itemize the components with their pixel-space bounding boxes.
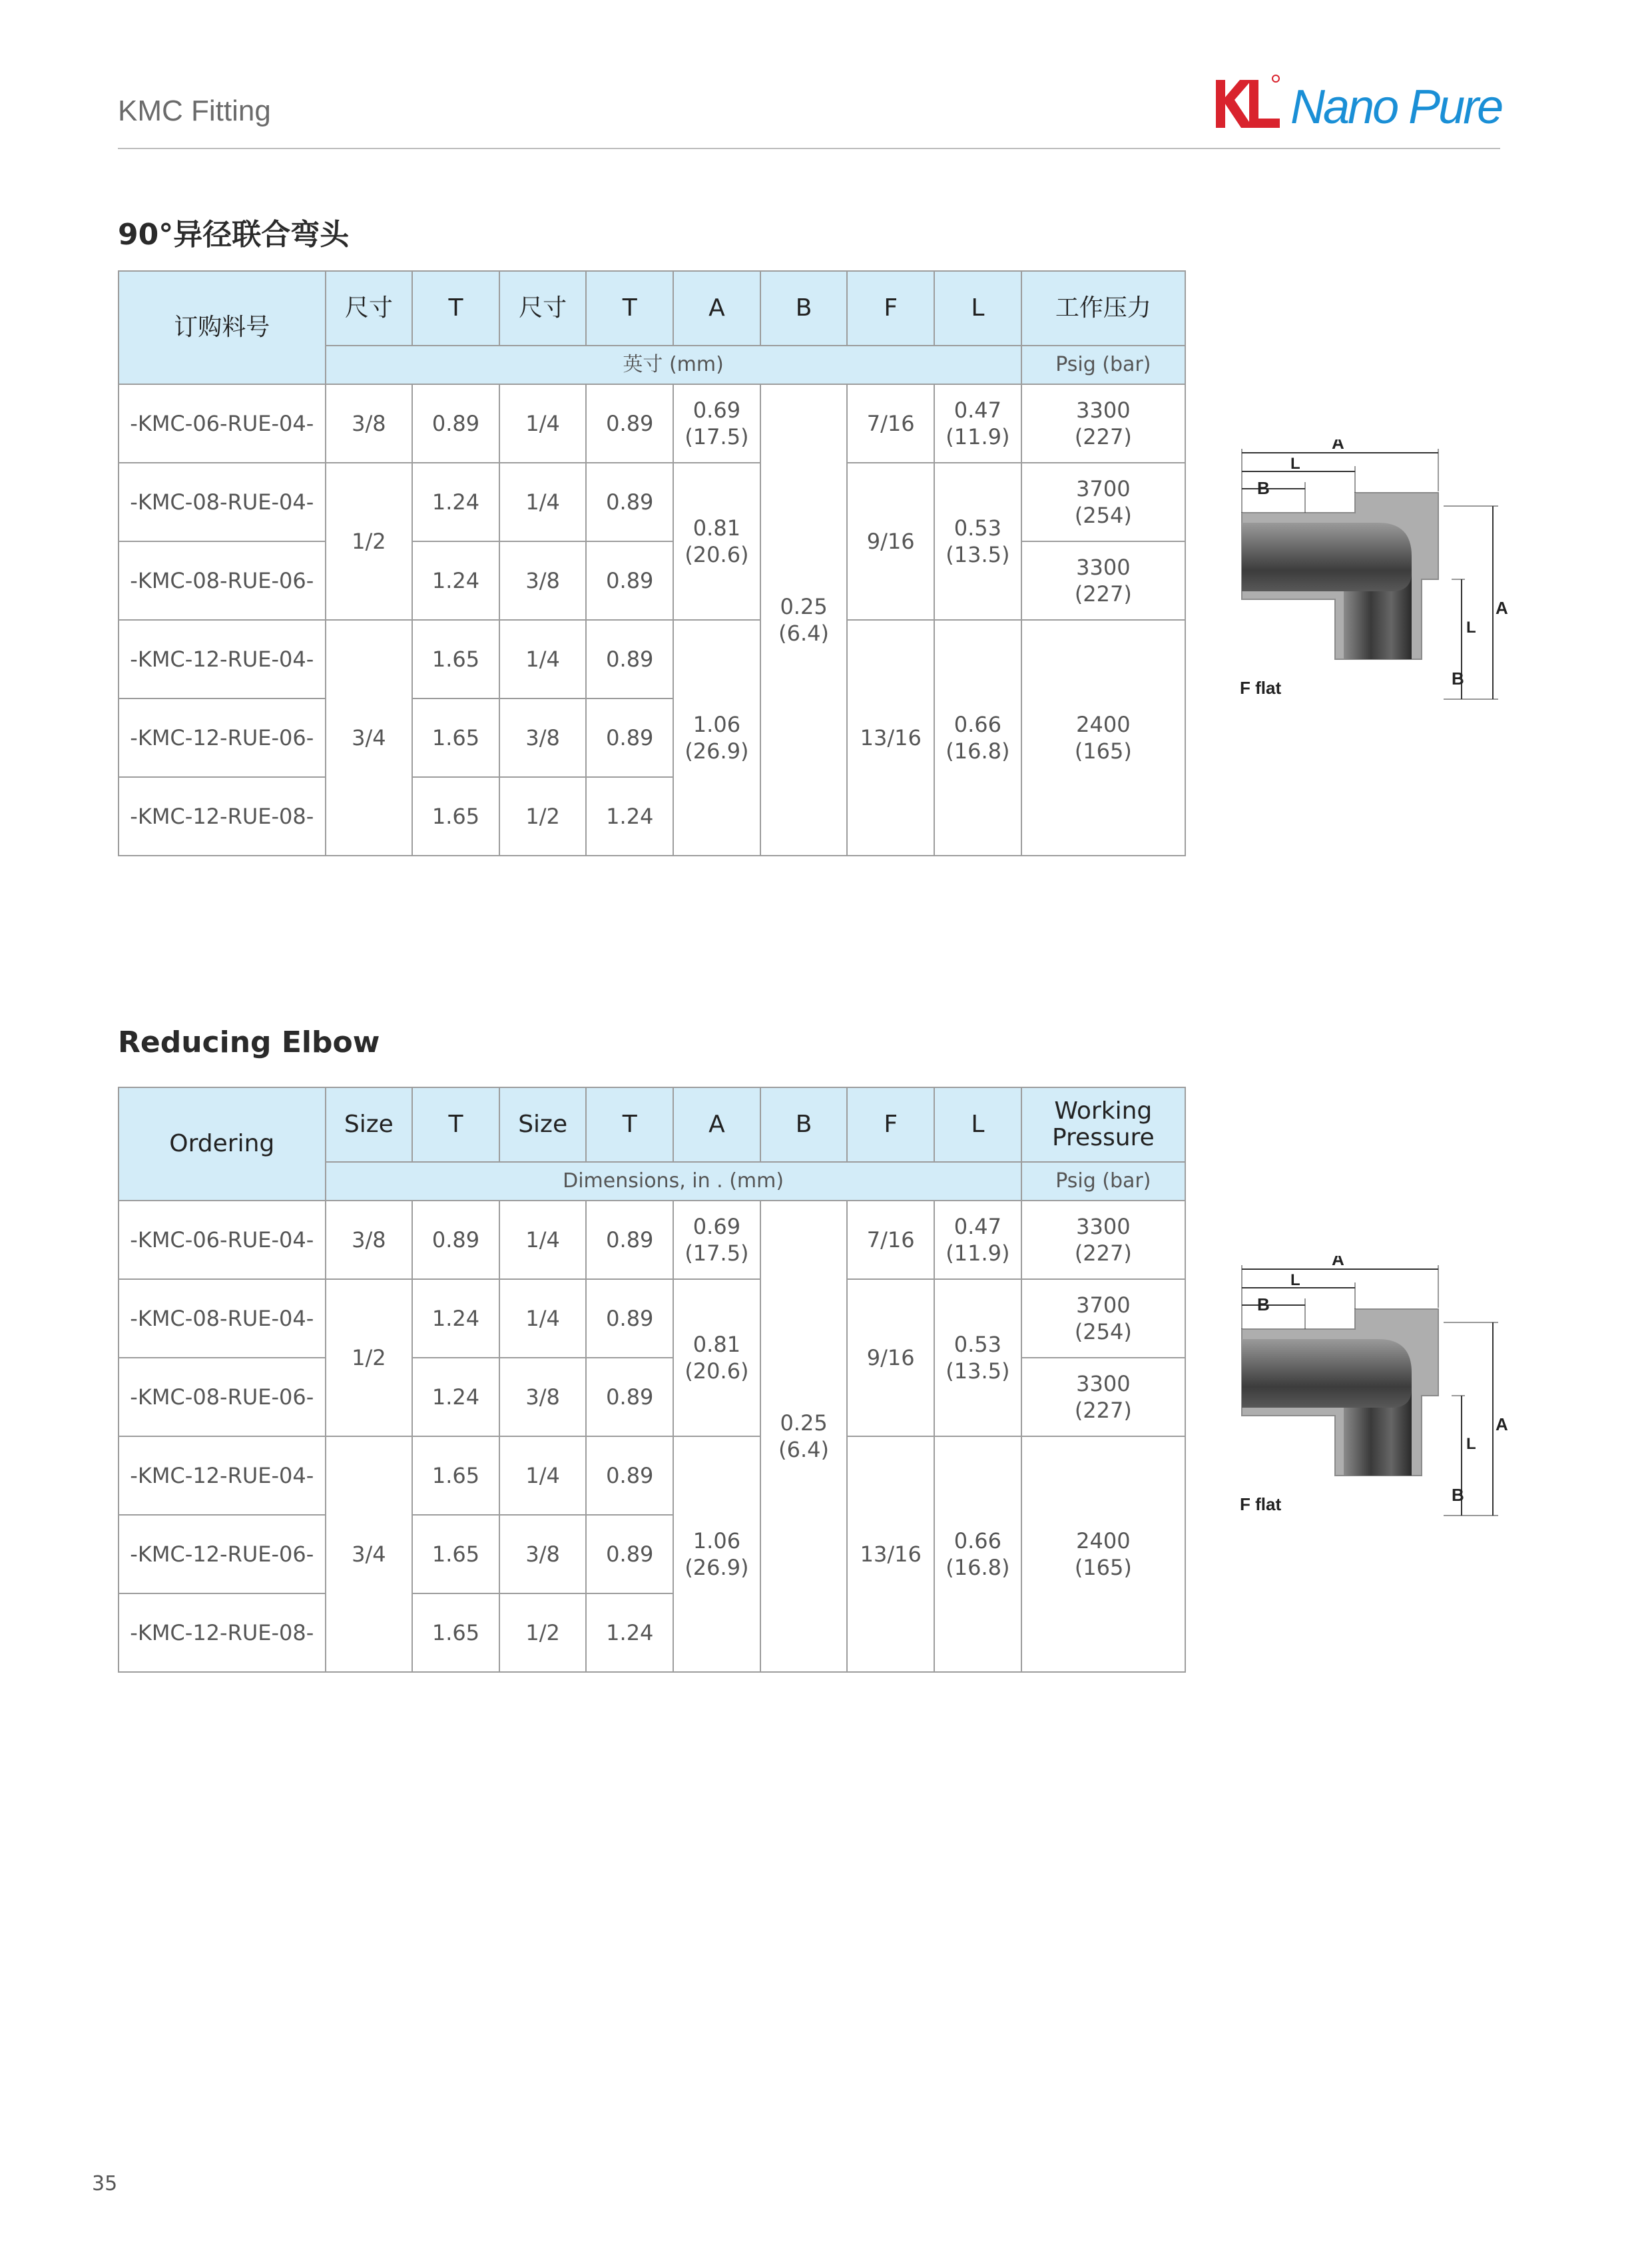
cell-t2: 0.89 [586, 620, 673, 699]
cell-ordering: -KMC-06-RUE-04- [119, 1201, 326, 1279]
cell-size2: 1/2 [499, 777, 587, 856]
cell-l-value: 0.53 [954, 1332, 1001, 1357]
cell-pressure [1021, 463, 1185, 541]
header-b: B [760, 271, 848, 346]
cell-pressure-bar: (227) [1074, 1398, 1132, 1423]
diagram-label-b-side: B [1452, 1485, 1464, 1505]
cell-pressure-value: 3300 [1076, 555, 1131, 580]
cell-size2: 3/8 [499, 699, 587, 777]
cell-ordering: -KMC-08-RUE-06- [119, 541, 326, 620]
cell-f: 9/16 [847, 463, 934, 620]
cell-l [934, 463, 1021, 620]
header-ordering: 订购料号 [119, 271, 326, 384]
cell-pressure [1021, 1358, 1185, 1436]
page-header-title: KMC Fitting [118, 95, 271, 127]
cell-a-mm: (17.5) [685, 424, 749, 449]
cell-l [934, 1201, 1021, 1279]
cell-ordering: -KMC-08-RUE-04- [119, 1279, 326, 1358]
cell-t1: 1.65 [412, 699, 499, 777]
header-pressure [1021, 1087, 1185, 1162]
cell-t1: 0.89 [412, 1201, 499, 1279]
header-pressure: 工作压力 [1021, 271, 1185, 346]
cell-size1: 1/2 [326, 1279, 413, 1436]
diagram-label-a-top: A [1332, 1256, 1344, 1269]
cell-f: 13/16 [847, 1436, 934, 1672]
cell-l-mm: (16.8) [946, 738, 1010, 764]
cell-pressure [1021, 1279, 1185, 1358]
diagram-label-b-top: B [1257, 1294, 1270, 1314]
cell-size2: 1/4 [499, 620, 587, 699]
cell-pressure-bar: (165) [1074, 1555, 1132, 1580]
cell-t1: 1.65 [412, 1436, 499, 1515]
elbow-dimension-diagram [1232, 439, 1512, 719]
header-size1: 尺寸 [326, 271, 413, 346]
header-dimensions-unit: 英寸 (mm) [326, 346, 1021, 384]
cell-t1: 1.65 [412, 777, 499, 856]
cell-a-value: 0.81 [692, 515, 741, 541]
cell-l-value: 0.53 [954, 515, 1001, 541]
cell-ordering: -KMC-08-RUE-04- [119, 463, 326, 541]
header-ordering: Ordering [119, 1087, 326, 1201]
cell-t2: 0.89 [586, 699, 673, 777]
header-pressure-unit: Psig (bar) [1021, 1162, 1185, 1201]
header-pressure-line1: Working [1054, 1097, 1153, 1125]
diagram-label-a-top: A [1332, 439, 1344, 453]
cell-pressure-value: 3300 [1076, 398, 1131, 423]
header-a: A [673, 1087, 760, 1162]
cell-a-mm: (20.6) [685, 1358, 749, 1384]
diagram-label-b-top: B [1257, 478, 1270, 498]
cell-pressure [1021, 541, 1185, 620]
cell-l-value: 0.66 [954, 1528, 1001, 1553]
cell-l-value: 0.66 [954, 712, 1001, 737]
cell-size1: 3/8 [326, 384, 413, 463]
cell-pressure [1021, 620, 1185, 856]
cell-a-value: 1.06 [692, 712, 741, 737]
cell-l-value: 0.47 [954, 1214, 1001, 1239]
header-t1: T [412, 1087, 499, 1162]
cell-ordering: -KMC-06-RUE-04- [119, 384, 326, 463]
cell-t2: 0.89 [586, 1279, 673, 1358]
cell-t2: 0.89 [586, 463, 673, 541]
cell-t1: 1.24 [412, 1279, 499, 1358]
page-number: 35 [92, 2172, 118, 2195]
kl-mark-icon [1211, 75, 1284, 135]
section-title-chinese: 90°异径联合弯头 [118, 218, 350, 252]
diagram-label-l-side: L [1466, 619, 1476, 637]
diagram-label-l-side: L [1466, 1435, 1476, 1453]
cell-t2: 0.89 [586, 384, 673, 463]
cell-b [760, 384, 848, 856]
cell-size2: 3/8 [499, 1515, 587, 1593]
cell-size1: 3/4 [326, 1436, 413, 1672]
cell-a-mm: (17.5) [685, 1241, 749, 1266]
cell-a-value: 0.81 [692, 1332, 741, 1357]
header-f: F [847, 271, 934, 346]
cell-ordering: -KMC-12-RUE-04- [119, 1436, 326, 1515]
cell-t1: 1.65 [412, 1593, 499, 1672]
cell-pressure [1021, 1201, 1185, 1279]
cell-t2: 0.89 [586, 1201, 673, 1279]
cell-a [673, 1201, 760, 1279]
cell-pressure-value: 2400 [1076, 712, 1131, 737]
cell-t2: 1.24 [586, 777, 673, 856]
cell-t2: 0.89 [586, 1358, 673, 1436]
cell-a-value: 0.69 [692, 398, 741, 423]
cell-a-mm: (26.9) [685, 738, 749, 764]
cell-b-value: 0.25 [780, 594, 828, 619]
cell-f: 9/16 [847, 1279, 934, 1436]
cell-f: 13/16 [847, 620, 934, 856]
header-f: F [847, 1087, 934, 1162]
brand-logo [1211, 67, 1504, 140]
diagram-label-a-side: A [1496, 598, 1508, 618]
header-l: L [934, 271, 1021, 346]
cell-t1: 1.24 [412, 541, 499, 620]
diagram-label-a-side: A [1496, 1414, 1508, 1434]
cell-t1: 0.89 [412, 384, 499, 463]
diagram-label-f-flat: F flat [1240, 678, 1282, 698]
cell-size1: 3/4 [326, 620, 413, 856]
cell-l [934, 384, 1021, 463]
cell-pressure-value: 2400 [1076, 1528, 1131, 1553]
cell-a-mm: (26.9) [685, 1555, 749, 1580]
cell-a [673, 1436, 760, 1672]
spec-table-english [118, 1087, 1186, 1673]
brand-name: Nano Pure [1290, 81, 1502, 134]
header-l: L [934, 1087, 1021, 1162]
header-a: A [673, 271, 760, 346]
header-size2: 尺寸 [499, 271, 587, 346]
cell-l-mm: (11.9) [946, 424, 1010, 449]
header-pressure-unit: Psig (bar) [1021, 346, 1185, 384]
cell-pressure-bar: (227) [1074, 1241, 1132, 1266]
header-size2: Size [499, 1087, 587, 1162]
cell-t2: 0.89 [586, 541, 673, 620]
cell-l-mm: (16.8) [946, 1555, 1010, 1580]
cell-ordering: -KMC-12-RUE-06- [119, 699, 326, 777]
cell-size2: 3/8 [499, 1358, 587, 1436]
cell-a [673, 463, 760, 620]
cell-f: 7/16 [847, 1201, 934, 1279]
header-b: B [760, 1087, 848, 1162]
header-t1: T [412, 271, 499, 346]
cell-pressure-value: 3700 [1076, 476, 1131, 501]
header-t2: T [586, 271, 673, 346]
cell-size2: 3/8 [499, 541, 587, 620]
header-t2: T [586, 1087, 673, 1162]
header-divider [118, 148, 1500, 149]
cell-size1: 1/2 [326, 463, 413, 620]
cell-l [934, 1436, 1021, 1672]
cell-pressure-bar: (165) [1074, 738, 1132, 764]
cell-b-mm: (6.4) [778, 1437, 829, 1462]
cell-pressure-value: 3300 [1076, 1371, 1131, 1396]
cell-a-value: 1.06 [692, 1528, 741, 1553]
elbow-diagram-svg [1232, 439, 1512, 719]
cell-t2: 1.24 [586, 1593, 673, 1672]
cell-a [673, 384, 760, 463]
cell-t2: 0.89 [586, 1436, 673, 1515]
cell-t2: 0.89 [586, 1515, 673, 1593]
cell-ordering: -KMC-12-RUE-04- [119, 620, 326, 699]
cell-a-mm: (20.6) [685, 542, 749, 567]
cell-ordering: -KMC-12-RUE-08- [119, 1593, 326, 1672]
cell-size2: 1/2 [499, 1593, 587, 1672]
diagram-label-f-flat: F flat [1240, 1494, 1282, 1514]
elbow-dimension-diagram [1232, 1256, 1512, 1536]
cell-pressure-bar: (254) [1074, 1319, 1132, 1344]
cell-t1: 1.65 [412, 620, 499, 699]
cell-ordering: -KMC-12-RUE-08- [119, 777, 326, 856]
cell-size2: 1/4 [499, 1436, 587, 1515]
header-pressure-line2: Pressure [1051, 1124, 1155, 1151]
diagram-label-b-side: B [1452, 669, 1464, 689]
cell-pressure [1021, 384, 1185, 463]
diagram-label-l-top: L [1290, 1271, 1300, 1289]
cell-t1: 1.24 [412, 1358, 499, 1436]
cell-pressure-value: 3700 [1076, 1292, 1131, 1318]
section-title-english: Reducing Elbow [118, 1025, 380, 1059]
cell-size1: 3/8 [326, 1201, 413, 1279]
cell-l-mm: (13.5) [946, 542, 1010, 567]
cell-pressure-value: 3300 [1076, 1214, 1131, 1239]
cell-size2: 1/4 [499, 1201, 587, 1279]
cell-ordering: -KMC-08-RUE-06- [119, 1358, 326, 1436]
elbow-diagram-svg [1232, 1256, 1512, 1536]
cell-b-mm: (6.4) [778, 621, 829, 646]
cell-t1: 1.24 [412, 463, 499, 541]
cell-l [934, 1279, 1021, 1436]
cell-a [673, 1279, 760, 1436]
diagram-label-l-top: L [1290, 455, 1300, 473]
cell-size2: 1/4 [499, 463, 587, 541]
cell-l [934, 620, 1021, 856]
cell-a-value: 0.69 [692, 1214, 741, 1239]
cell-l-mm: (11.9) [946, 1241, 1010, 1266]
cell-l-value: 0.47 [954, 398, 1001, 423]
cell-a [673, 620, 760, 856]
cell-pressure-bar: (227) [1074, 424, 1132, 449]
cell-b-value: 0.25 [780, 1410, 828, 1436]
cell-f: 7/16 [847, 384, 934, 463]
cell-pressure-bar: (254) [1074, 503, 1132, 528]
cell-b [760, 1201, 848, 1672]
cell-pressure-bar: (227) [1074, 581, 1132, 607]
cell-pressure [1021, 1436, 1185, 1672]
spec-table-chinese [118, 270, 1186, 856]
cell-size2: 1/4 [499, 1279, 587, 1358]
cell-ordering: -KMC-12-RUE-06- [119, 1515, 326, 1593]
cell-size2: 1/4 [499, 384, 587, 463]
cell-t1: 1.65 [412, 1515, 499, 1593]
cell-l-mm: (13.5) [946, 1358, 1010, 1384]
header-dimensions-unit: Dimensions, in . (mm) [326, 1162, 1021, 1201]
header-size1: Size [326, 1087, 413, 1162]
